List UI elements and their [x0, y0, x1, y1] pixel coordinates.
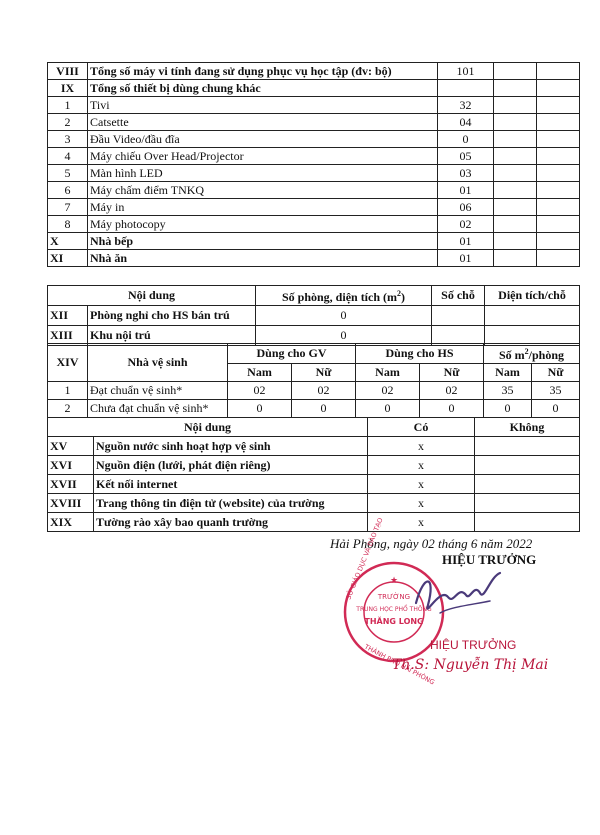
no-mark	[475, 456, 580, 475]
row-value: 101	[438, 63, 494, 80]
row-label: Nhà ăn	[88, 250, 438, 267]
row-value: 06	[438, 199, 494, 216]
cell-value: 02	[292, 382, 356, 400]
table-row	[48, 250, 580, 267]
utilities-table	[47, 417, 580, 532]
table-row	[48, 114, 580, 131]
row-label: Khu nội trú	[88, 326, 256, 346]
row-number: 2	[48, 114, 88, 131]
svg-text:THÀNH PHỐ HẢI PHÒNG: THÀNH PHỐ HẢI PHÒNG	[363, 642, 436, 687]
yes-mark: x	[368, 437, 475, 456]
row-label: Tổng số thiết bị dùng chung khác	[88, 80, 438, 97]
column-header-female: Nữ	[292, 364, 356, 382]
table-row	[48, 475, 580, 494]
cell-value: 02	[356, 382, 420, 400]
column-header-female: Nữ	[420, 364, 484, 382]
row-number: 7	[48, 199, 88, 216]
column-header-no: Không	[475, 418, 580, 437]
row-number: IX	[48, 80, 88, 97]
row-number: 4	[48, 148, 88, 165]
table-row	[48, 80, 580, 97]
yes-mark: x	[368, 513, 475, 532]
row-value: 04	[438, 114, 494, 131]
row-number: XII	[48, 306, 88, 326]
no-mark	[475, 475, 580, 494]
row-label: Máy chấm điểm TNKQ	[88, 182, 438, 199]
cell-value: 02	[420, 382, 484, 400]
cell-value: 35	[484, 382, 532, 400]
column-header-teachers: Dùng cho GV	[228, 344, 356, 364]
table-row	[48, 165, 580, 182]
row-label: Catsette	[88, 114, 438, 131]
row-label: Máy in	[88, 199, 438, 216]
cell-value: 0	[420, 400, 484, 418]
no-mark	[475, 513, 580, 532]
row-number: 8	[48, 216, 88, 233]
row-value: 32	[438, 97, 494, 114]
row-label: Trang thông tin điện tử (website) của trường	[94, 494, 368, 513]
row-value: 03	[438, 165, 494, 182]
row-label: Tổng số máy vi tính đang sử dụng phục vụ học tập (đv: bộ)	[88, 63, 438, 80]
stamp-title: HIỆU TRƯỞNG	[430, 638, 517, 652]
table-row	[48, 148, 580, 165]
yes-mark: x	[368, 475, 475, 494]
signer-name: Th.S: Nguyễn Thị Mai	[392, 657, 549, 673]
table-row	[48, 131, 580, 148]
cell-value: 0	[532, 400, 580, 418]
row-label: Tivi	[88, 97, 438, 114]
column-header-area-per-seat: Diện tích/chỗ	[485, 286, 580, 306]
row-value: 0	[256, 326, 432, 346]
row-value: 01	[438, 233, 494, 250]
cell-value: 0	[228, 400, 292, 418]
row-label: Nguồn điện (lưới, phát điện riêng)	[94, 456, 368, 475]
svg-text:TRƯỜNG: TRƯỜNG	[377, 593, 411, 601]
table-row	[48, 216, 580, 233]
column-header-students: Dùng cho HS	[356, 344, 484, 364]
svg-text:THĂNG LONG: THĂNG LONG	[364, 617, 424, 626]
cell-value: 0	[292, 400, 356, 418]
cell-value: 0	[356, 400, 420, 418]
row-number: 5	[48, 165, 88, 182]
table-header-row	[48, 418, 580, 437]
row-number: XVII	[48, 475, 94, 494]
row-number: VIII	[48, 63, 88, 80]
row-label: Đạt chuẩn vệ sinh*	[88, 382, 228, 400]
column-header-per-room: Số $m^2$/phòng	[484, 344, 580, 364]
column-header-rooms-area: Số phòng, diện tích $(m^2)$	[256, 286, 432, 306]
row-value: 02	[438, 216, 494, 233]
table-row	[48, 513, 580, 532]
table-row	[48, 494, 580, 513]
column-header-content: Nội dung	[48, 418, 368, 437]
table-row	[48, 456, 580, 475]
equipment-table	[47, 62, 580, 267]
row-label: Nhà vệ sinh	[88, 344, 228, 382]
svg-text:SỞ GIÁO DỤC VÀ ĐÀO TẠO: SỞ GIÁO DỤC VÀ ĐÀO TẠO	[344, 516, 385, 601]
table-row	[48, 400, 580, 418]
row-value: 0	[438, 131, 494, 148]
row-value: 0	[256, 306, 432, 326]
signature	[410, 565, 510, 625]
column-header-female: Nữ	[532, 364, 580, 382]
row-number: 1	[48, 382, 88, 400]
row-number: XI	[48, 250, 88, 267]
row-label: Màn hình LED	[88, 165, 438, 182]
no-mark	[475, 494, 580, 513]
toilets-table	[47, 343, 580, 418]
row-label: Phòng nghỉ cho HS bán trú	[88, 306, 256, 326]
row-value: 05	[438, 148, 494, 165]
row-number: XVIII	[48, 494, 94, 513]
rooms-table	[47, 285, 580, 346]
row-label: Tường rào xây bao quanh trường	[94, 513, 368, 532]
signer-title: HIỆU TRƯỞNG	[442, 552, 537, 567]
yes-mark: x	[368, 456, 475, 475]
table-row	[48, 437, 580, 456]
table-header-row	[48, 344, 580, 364]
row-label: Nhà bếp	[88, 233, 438, 250]
row-label: Nguồn nước sinh hoạt hợp vệ sinh	[94, 437, 368, 456]
row-label: Máy chiếu Over Head/Projector	[88, 148, 438, 165]
table-row	[48, 233, 580, 250]
svg-text:TRUNG HỌC PHỔ THÔNG: TRUNG HỌC PHỔ THÔNG	[356, 606, 432, 613]
cell-value: 0	[484, 400, 532, 418]
row-number: XV	[48, 437, 94, 456]
row-value: 01	[438, 250, 494, 267]
column-header-male: Nam	[356, 364, 420, 382]
row-label: Chưa đạt chuẩn vệ sinh*	[88, 400, 228, 418]
no-mark	[475, 437, 580, 456]
row-number: XIX	[48, 513, 94, 532]
column-header-seats: Số chỗ	[432, 286, 485, 306]
svg-text:★: ★	[389, 575, 399, 585]
table-row	[48, 382, 580, 400]
row-label: Đầu Video/đầu đĩa	[88, 131, 438, 148]
column-header-male: Nam	[228, 364, 292, 382]
row-number: XVI	[48, 456, 94, 475]
document-date: Hải Phòng, ngày 02 tháng 6 năm 2022	[330, 536, 533, 551]
cell-value: 02	[228, 382, 292, 400]
table-row	[48, 63, 580, 80]
row-number: 3	[48, 131, 88, 148]
table-row	[48, 306, 580, 326]
table-row	[48, 199, 580, 216]
row-number: 1	[48, 97, 88, 114]
table-header-row	[48, 286, 580, 306]
column-header-content: Nội dung	[48, 286, 256, 306]
row-number: XIII	[48, 326, 88, 346]
row-number: 2	[48, 400, 88, 418]
column-header-male: Nam	[484, 364, 532, 382]
row-number: 6	[48, 182, 88, 199]
table-row	[48, 97, 580, 114]
row-number: X	[48, 233, 88, 250]
row-number: XIV	[48, 344, 88, 382]
column-header-yes: Có	[368, 418, 475, 437]
yes-mark: x	[368, 494, 475, 513]
row-value: 01	[438, 182, 494, 199]
row-label: Máy photocopy	[88, 216, 438, 233]
table-row	[48, 182, 580, 199]
row-label: Kết nối internet	[94, 475, 368, 494]
cell-value: 35	[532, 382, 580, 400]
